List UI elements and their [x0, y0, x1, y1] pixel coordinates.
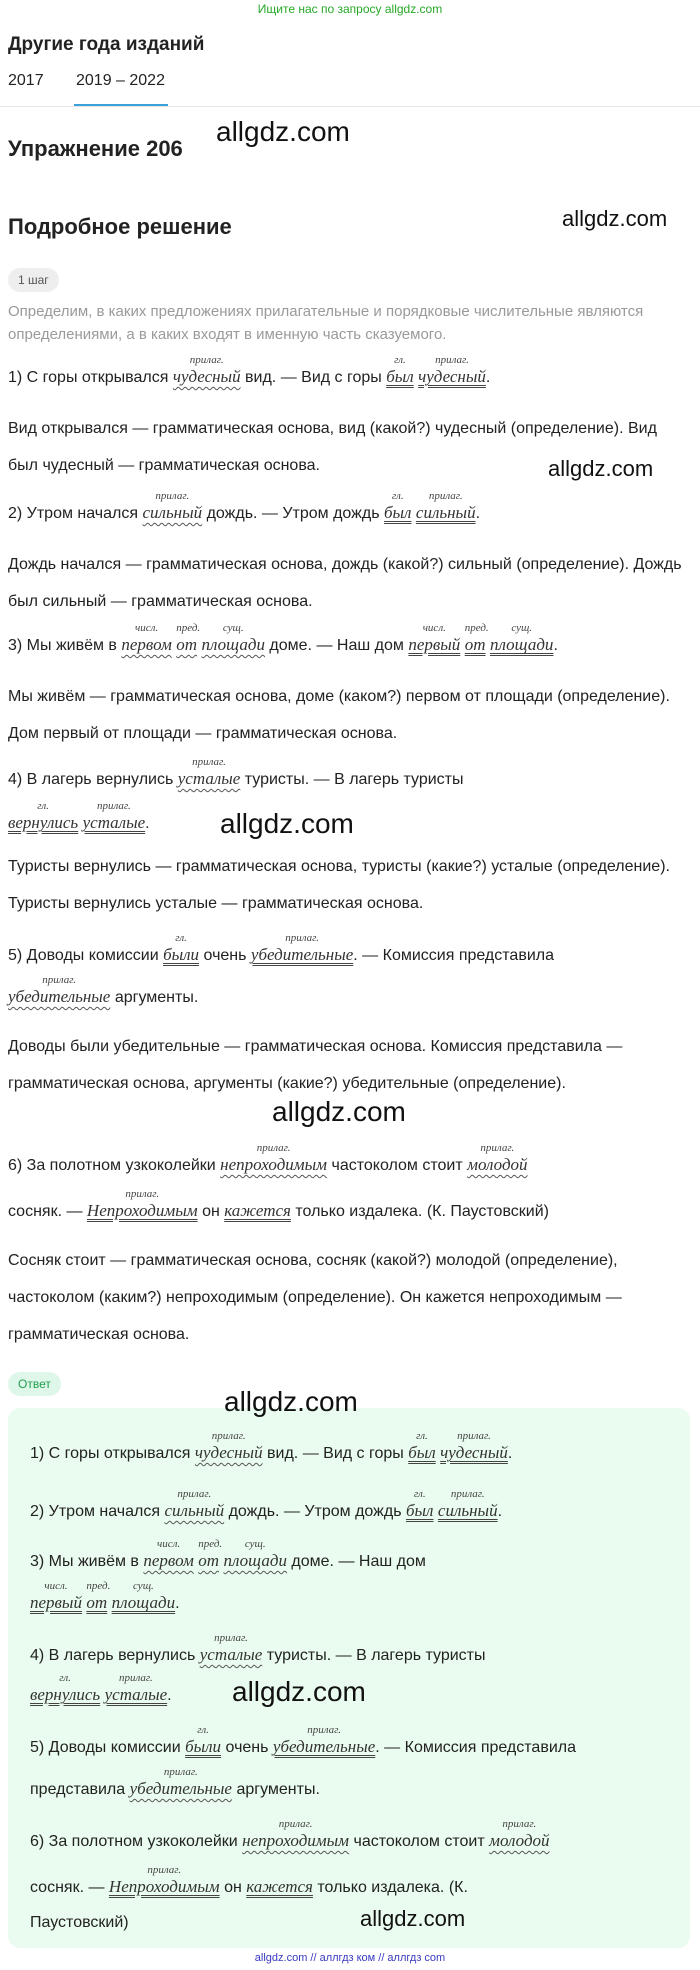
word: прилаг. чудесный: [440, 1430, 508, 1462]
answer-4: 4) В лагерь вернулись прилаг. усталые туристы. — В лагерь туристы: [30, 1632, 486, 1664]
word: пред. от: [176, 622, 201, 654]
word: сущ. площади: [201, 622, 265, 654]
answer-chip: Ответ: [8, 1372, 61, 1396]
watermark: allgdz.com: [220, 808, 354, 839]
word: прилаг. чудесный: [194, 1430, 263, 1462]
watermark: allgdz.com: [548, 456, 654, 481]
word: прилаг. Непроходимым: [86, 1188, 198, 1220]
answer-5: 5) Доводы комиссии гл. были очень прилаг. убедительные. — Комиссия представила: [30, 1724, 576, 1756]
explanation-1: Вид открывался — грамматическая основа, вид (какой?) чудесный (определение). Вид был чудесный — грамматическая основа.: [8, 420, 657, 474]
answer-6-end: Паустовский): [30, 1914, 129, 1931]
explanation-2: Дождь начался — грамматическая основа, дождь (какой?) сильный (определение). Дождь был сильный — грамматическая основа.: [8, 556, 682, 610]
word: сущ. площади: [489, 622, 554, 654]
top-banner[interactable]: Ищите нас по запросу allgdz.com: [257, 2, 443, 16]
solution-title: Подробное решение: [8, 214, 232, 239]
word: гл. был: [408, 1430, 436, 1462]
answer-3: 3) Мы живём в числ. первом пред. от сущ. площади доме. — Наш дом: [30, 1538, 426, 1570]
watermark: allgdz.com: [360, 1906, 466, 1931]
watermark: allgdz.com: [216, 116, 350, 147]
exercise-title: Упражнение 206: [8, 136, 183, 161]
answer-2: 2) Утром начался прилаг. сильный дождь. — Утром дождь гл. был прилаг. сильный.: [30, 1488, 503, 1520]
word: пред. от: [464, 622, 489, 654]
divider: [0, 106, 700, 107]
word: числ. первом: [143, 1538, 194, 1570]
word: прилаг. усталые: [104, 1672, 168, 1704]
answer-5-cont: представила прилаг. убедительные аргументы.: [30, 1766, 320, 1798]
step-chip: 1 шаг: [8, 268, 59, 292]
explanation-5: Доводы были убедительные — грамматическая основа. Комиссия представила — грамматическая основа, аргументы (какие?) убедительные (определение).: [8, 1038, 623, 1092]
answer-6-cont: сосняк. — прилаг. Непроходимым он кажется только издалека. (К.: [30, 1864, 468, 1896]
word: прилаг. сильный: [164, 1488, 225, 1520]
answer-1: 1) С горы открывался прилаг. чудесный вид. — Вид с горы гл. был прилаг. чудесный.: [30, 1430, 513, 1462]
word: числ. первом: [121, 622, 172, 654]
word: прилаг. непроходимым: [242, 1818, 350, 1850]
word: прилаг. убедительные: [8, 974, 111, 1006]
answer-4-cont: гл. вернулись прилаг. усталые.: [30, 1672, 172, 1704]
sentence-5-cont: прилаг. убедительные аргументы.: [8, 974, 199, 1006]
sentence-1: 1) С горы открывался прилаг. чудесный вид. — Вид с горы гл. был прилаг. чудесный.: [8, 354, 491, 386]
word: гл. вернулись: [8, 800, 79, 832]
sentence-2: 2) Утром начался прилаг. сильный дождь. — Утром дождь гл. был прилаг. сильный.: [8, 490, 481, 522]
word: прилаг. сильный: [142, 490, 203, 522]
watermark: allgdz.com: [232, 1676, 366, 1707]
word: гл. был: [383, 490, 412, 522]
word: гл. вернулись: [30, 1672, 101, 1704]
word: гл. был: [386, 354, 414, 386]
word: прилаг. усталые: [177, 756, 241, 788]
word: сущ. площади: [223, 1538, 287, 1570]
sentence-3: 3) Мы живём в числ. первом пред. от сущ. площади доме. — Наш дом числ. первый пред. от сущ. площади.: [8, 622, 558, 654]
word: гл. были: [163, 932, 200, 964]
word: гл. были: [185, 1724, 222, 1756]
word: числ. первый: [30, 1580, 82, 1612]
explanation-4: Туристы вернулись — грамматическая основа, туристы (какие?) усталые (определение). Туристы вернулись усталые — грамматическая основа.: [8, 858, 670, 912]
word: прилаг. убедительные: [272, 1724, 376, 1756]
word: прилаг. усталые: [199, 1632, 263, 1664]
word: кажется: [246, 1877, 313, 1896]
word: прилаг. сильный: [415, 490, 476, 522]
word: прилаг. непроходимым: [220, 1142, 328, 1174]
word: гл. был: [405, 1488, 434, 1520]
word: прилаг. Непроходимым: [108, 1864, 220, 1896]
word: кажется: [224, 1201, 291, 1220]
answer-6: 6) За полотном узкоколейки прилаг. непроходимым частоколом стоит прилаг. молодой: [30, 1818, 550, 1850]
word: прилаг. убедительные: [250, 932, 354, 964]
sentence-6: 6) За полотном узкоколейки прилаг. непроходимым частоколом стоит прилаг. молодой: [8, 1142, 528, 1174]
watermark: allgdz.com: [224, 1386, 358, 1417]
other-years-title: Другие года изданий: [8, 34, 205, 55]
word: сущ. площади: [111, 1580, 176, 1612]
word: пред. от: [86, 1580, 111, 1612]
footer-links[interactable]: allgdz.com // аллгдз ком // аллгдз com: [254, 1952, 446, 1964]
intro-text: Определим, в каких предложениях прилагательные и порядковые числительные являются определениями, а в каких входят в именную часть сказуемого.: [8, 303, 644, 343]
word: числ. первый: [408, 622, 461, 654]
tab-2019-2022[interactable]: 2019 – 2022: [76, 72, 165, 89]
sentence-5: 5) Доводы комиссии гл. были очень прилаг. убедительные. — Комиссия представила: [8, 932, 554, 964]
answer-3-cont: числ. первый пред. от сущ. площади.: [30, 1580, 180, 1612]
word: пред. от: [198, 1538, 223, 1570]
explanation-6: Сосняк стоит — грамматическая основа, сосняк (какой?) молодой (определение), частоколом (каким?) непроходимым (определение). Он кажется непроходимым — грамматическая основа.: [8, 1252, 622, 1343]
word: прилаг. чудесный: [172, 354, 241, 386]
watermark: allgdz.com: [562, 206, 668, 231]
word: прилаг. чудесный: [418, 354, 486, 386]
watermark: allgdz.com: [272, 1096, 406, 1127]
sentence-4-cont: гл. вернулись прилаг. усталые.: [8, 800, 150, 832]
word: прилаг. молодой: [467, 1142, 528, 1174]
word: прилаг. молодой: [489, 1818, 550, 1850]
word: прилаг. усталые: [82, 800, 146, 832]
sentence-6-cont: сосняк. — прилаг. Непроходимым он кажется только издалека. (К. Паустовский): [8, 1188, 549, 1220]
word: прилаг. сильный: [437, 1488, 498, 1520]
explanation-3: Мы живём — грамматическая основа, доме (каком?) первом от площади (определение). Дом первый от площади — грамматическая основа.: [8, 688, 670, 742]
word: прилаг. убедительные: [129, 1766, 232, 1798]
tab-2017[interactable]: 2017: [8, 72, 44, 89]
sentence-4: 4) В лагерь вернулись прилаг. усталые туристы. — В лагерь туристы: [8, 756, 464, 788]
